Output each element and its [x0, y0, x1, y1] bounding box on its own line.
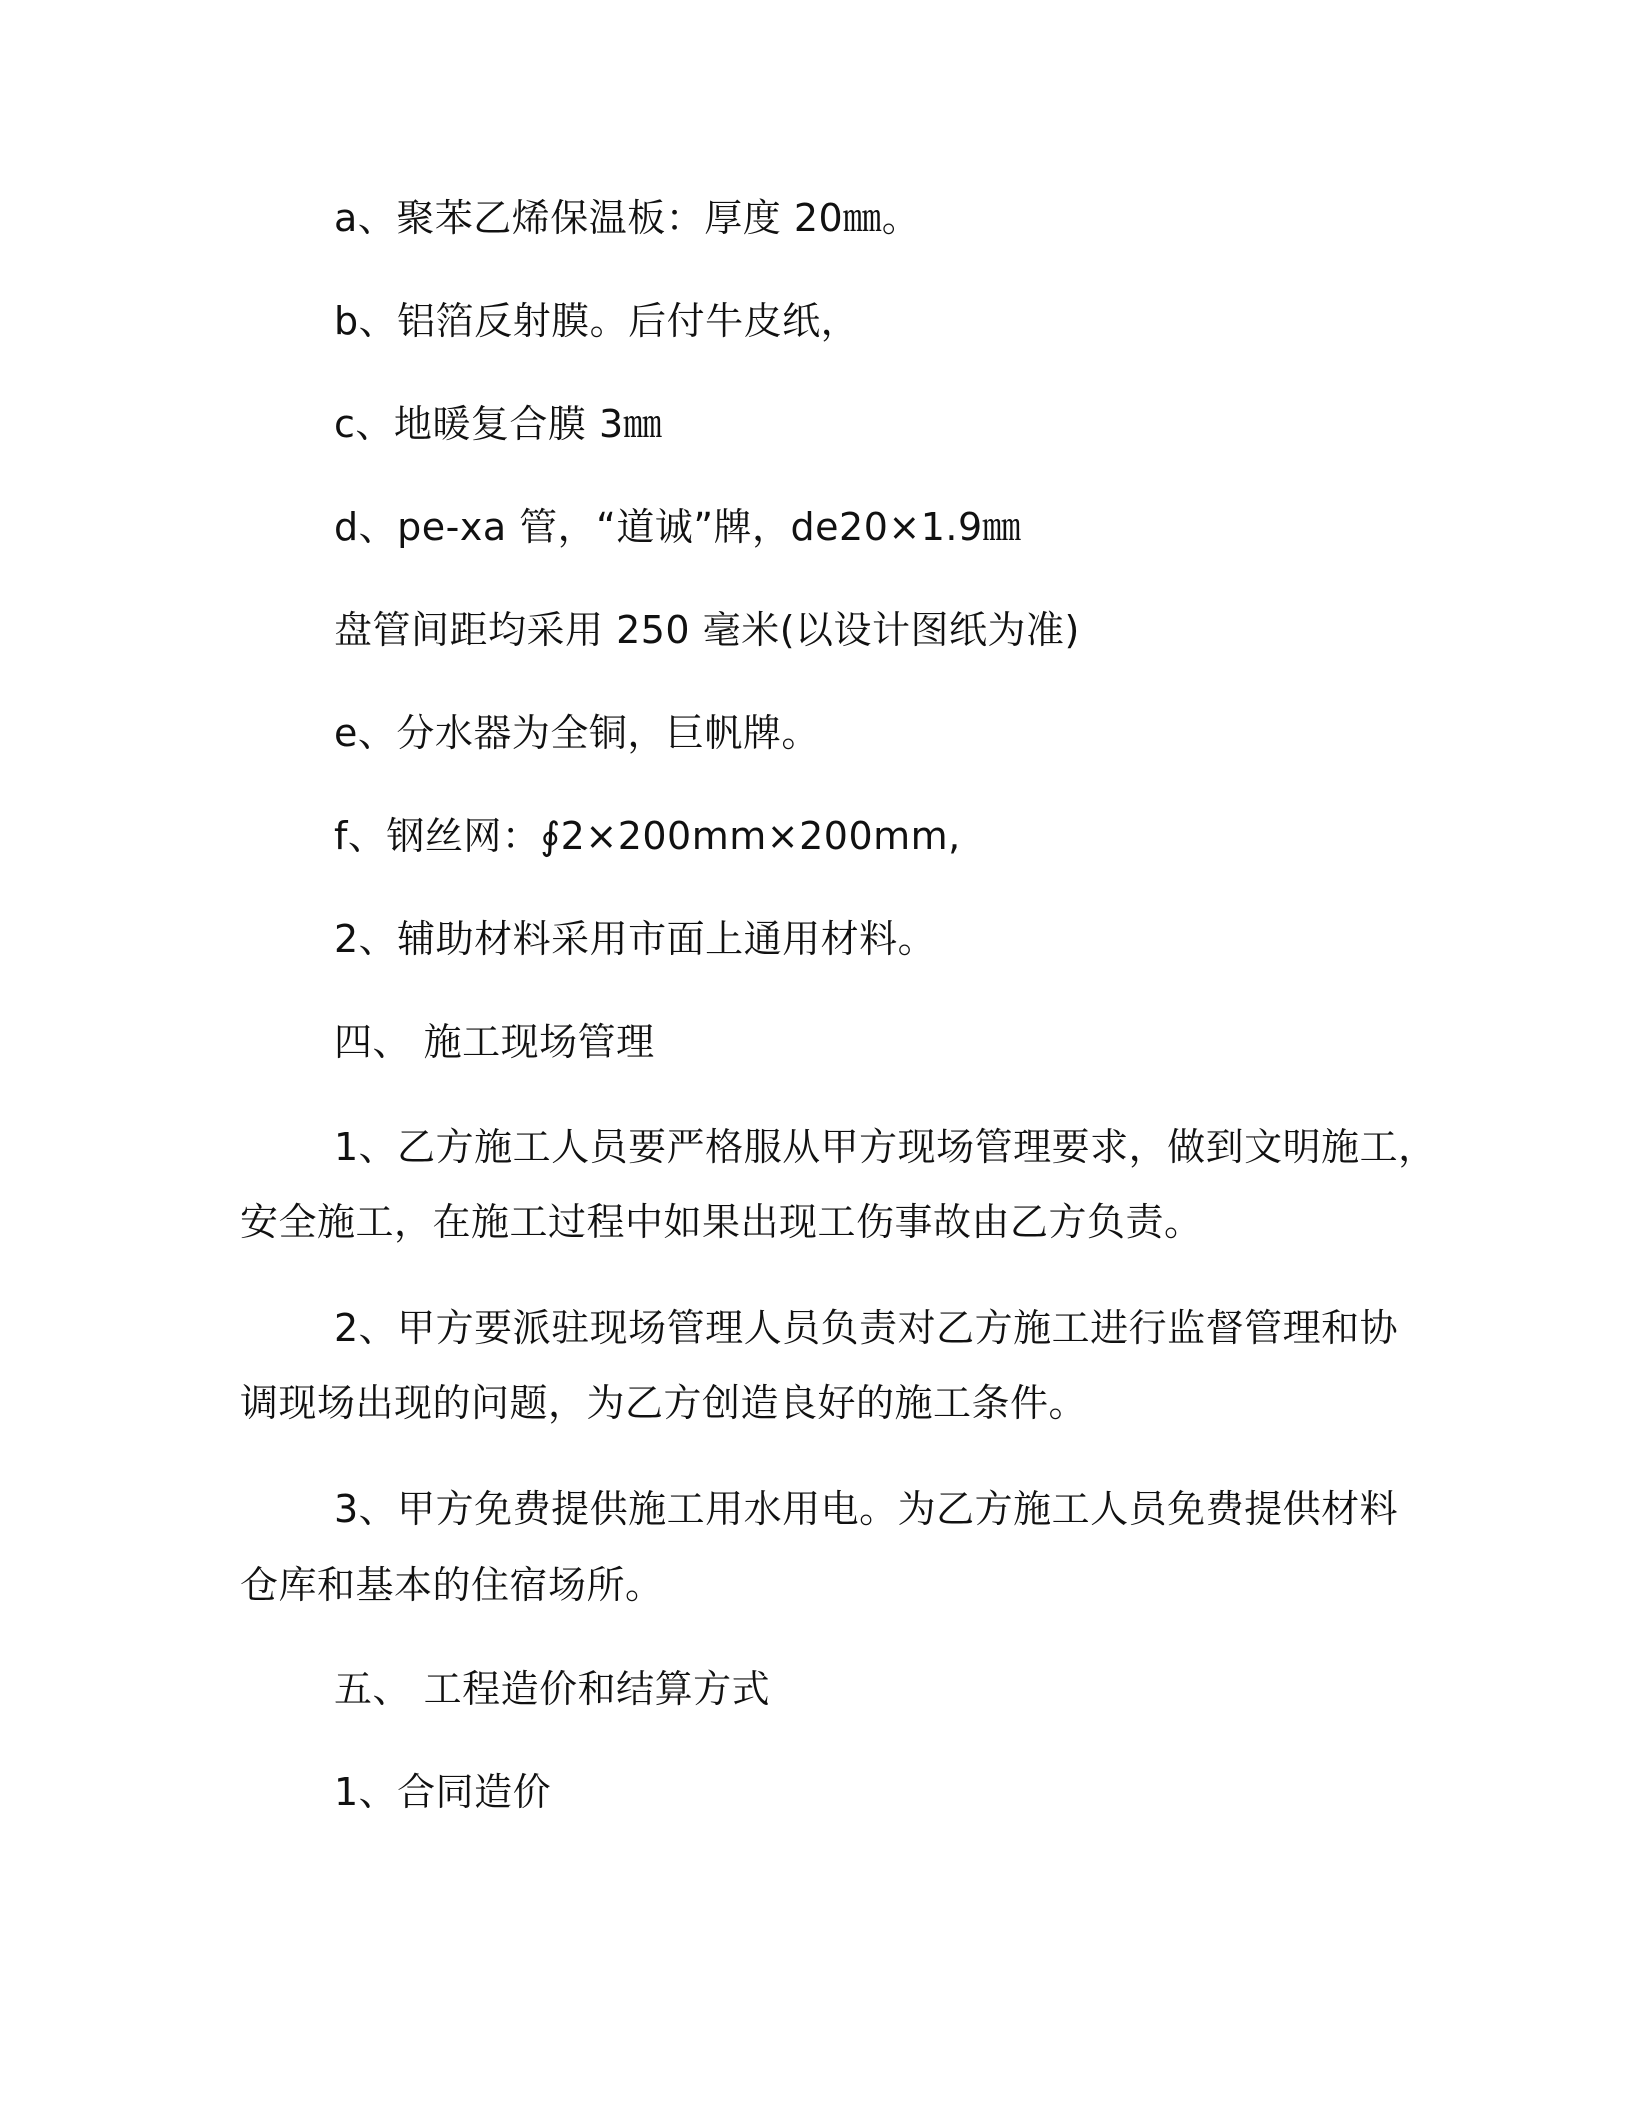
line-e-manifold: e、分水器为全铜，巨帆牌。	[334, 711, 820, 755]
paragraph-1-line-1: 1、乙方施工人员要严格服从甲方现场管理要求，做到文明施工，	[334, 1125, 1437, 1169]
line-aux-materials: 2、辅助材料采用市面上通用材料。	[334, 917, 937, 961]
line-f-mesh: f、钢丝网：∮2×200mm×200mm,	[334, 814, 961, 858]
paragraph-1-line-2: 安全施工，在施工过程中如果出现工伤事故由乙方负责。	[240, 1200, 1203, 1244]
line-pipe-spacing: 盘管间距均采用 250 毫米(以设计图纸为准)	[334, 608, 1080, 652]
line-contract-price: 1、合同造价	[334, 1770, 552, 1814]
line-b-foil: b、铝箔反射膜。后付牛皮纸，	[334, 299, 860, 343]
paragraph-2-line-2: 调现场出现的问题，为乙方创造良好的施工条件。	[240, 1381, 1088, 1425]
line-a-insulation: a、聚苯乙烯保温板：厚度 20㎜。	[334, 196, 921, 240]
paragraph-3-line-1: 3、甲方免费提供施工用水用电。为乙方施工人员免费提供材料	[334, 1487, 1399, 1531]
paragraph-2-line-1: 2、甲方要派驻现场管理人员负责对乙方施工进行监督管理和协	[334, 1306, 1399, 1350]
line-d-pipe: d、pe-xa 管，“道诚”牌，de20×1.9㎜	[334, 505, 1022, 549]
line-c-film: c、地暖复合膜 3㎜	[334, 402, 663, 446]
paragraph-3-line-2: 仓库和基本的住宿场所。	[240, 1563, 664, 1607]
section-heading-cost-settlement: 五、 工程造价和结算方式	[334, 1667, 771, 1711]
section-heading-site-management: 四、 施工现场管理	[334, 1020, 655, 1064]
